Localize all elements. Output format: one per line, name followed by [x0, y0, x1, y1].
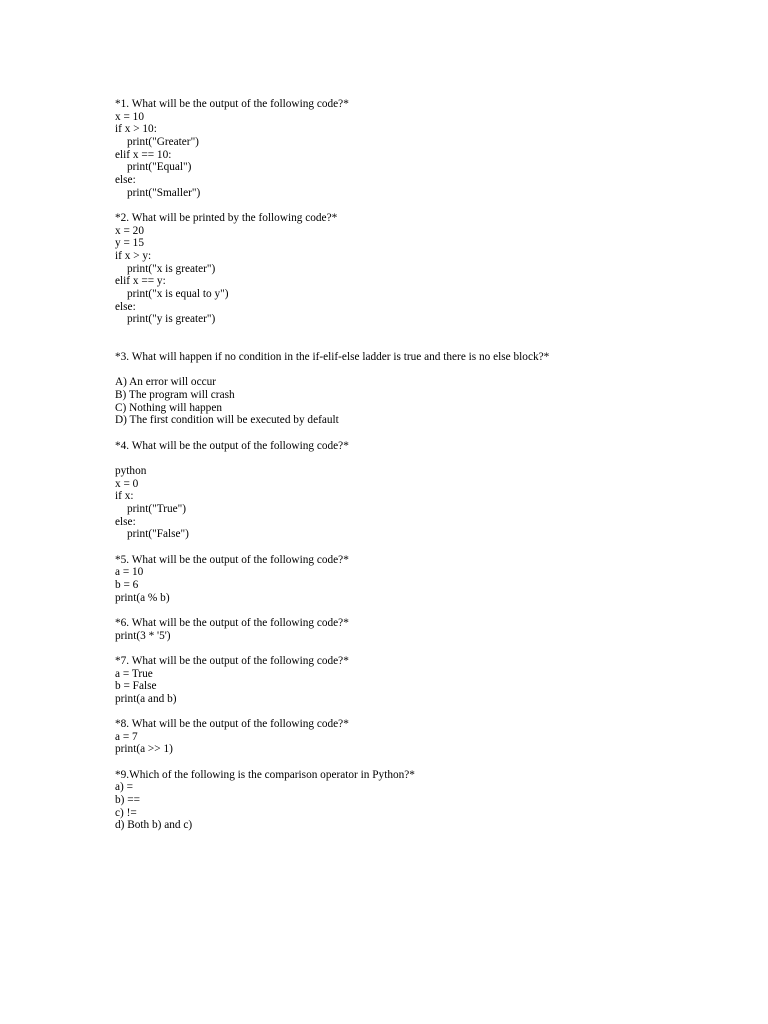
code-line: print("Greater") — [127, 135, 199, 148]
code-line: x = 0 — [115, 477, 139, 490]
code-line: print("True") — [127, 502, 187, 515]
code-line: x = 10 — [115, 110, 144, 123]
spacer — [115, 756, 715, 769]
question-prompt: *9.Which of the following is the comparison operator in Python?* — [115, 768, 415, 781]
code-line: else: — [115, 300, 136, 313]
code-line: x = 20 — [115, 224, 144, 237]
spacer — [115, 452, 715, 465]
answer-option: D) The first condition will be executed by default — [115, 414, 339, 427]
spacer — [115, 705, 715, 718]
code-line: print("y is greater") — [127, 313, 216, 326]
spacer — [115, 364, 715, 377]
code-line: print(3 * '5') — [115, 629, 171, 642]
code-line: elif x == 10: — [115, 148, 172, 161]
question-prompt: *8. What will be the output of the following code?* — [115, 718, 349, 731]
code-line: print("Equal") — [127, 161, 192, 174]
question-prompt: *7. What will be the output of the following code?* — [115, 654, 349, 667]
spacer — [115, 199, 715, 212]
question-prompt: *3. What will happen if no condition in the if-elif-else ladder is true and there is no else block?* — [115, 351, 550, 364]
answer-option: A) An error will occur — [115, 376, 217, 389]
code-line: print(a >> 1) — [115, 743, 173, 756]
question-3 — [115, 351, 715, 427]
question-7 — [115, 655, 715, 706]
answer-option: C) Nothing will happen — [115, 401, 222, 414]
answer-option: B) The program will crash — [115, 389, 235, 402]
code-line: b = False — [115, 680, 157, 693]
question-prompt: *4. What will be the output of the following code?* — [115, 439, 349, 452]
code-line: python — [115, 465, 147, 478]
code-line: print(a and b) — [115, 692, 177, 705]
code-line: if x > y: — [115, 249, 152, 262]
question-1 — [115, 98, 715, 199]
code-line: if x: — [115, 490, 134, 503]
code-line: else: — [115, 173, 136, 186]
question-prompt: *5. What will be the output of the following code?* — [115, 553, 349, 566]
answer-option: d) Both b) and c) — [115, 819, 193, 832]
code-line: y = 15 — [115, 237, 144, 250]
code-line: elif x == y: — [115, 275, 166, 288]
spacer — [115, 427, 715, 440]
question-5 — [115, 554, 715, 605]
spacer — [115, 541, 715, 554]
code-line: a = 7 — [115, 730, 138, 743]
code-line: print("False") — [127, 528, 189, 541]
answer-option: b) == — [115, 794, 140, 807]
code-line: print("Smaller") — [127, 186, 201, 199]
document-page — [115, 98, 715, 832]
spacer — [115, 326, 715, 351]
answer-option: a) = — [115, 781, 133, 794]
code-line: a = True — [115, 667, 153, 680]
code-line: b = 6 — [115, 578, 139, 591]
code-line: print("x is greater") — [127, 262, 216, 275]
code-line: a = 10 — [115, 566, 144, 579]
question-4 — [115, 440, 715, 541]
code-line: else: — [115, 515, 136, 528]
question-prompt: *6. What will be the output of the following code?* — [115, 616, 349, 629]
question-9 — [115, 769, 715, 832]
question-8 — [115, 718, 715, 756]
question-2 — [115, 212, 715, 326]
question-6 — [115, 617, 715, 642]
question-prompt: *2. What will be printed by the following code?* — [115, 211, 338, 224]
spacer — [115, 642, 715, 655]
code-line: print("x is equal to y") — [127, 287, 229, 300]
spacer — [115, 604, 715, 617]
code-line: print(a % b) — [115, 591, 170, 604]
question-prompt: *1. What will be the output of the following code?* — [115, 98, 349, 110]
code-line: if x > 10: — [115, 123, 157, 136]
answer-option: c) != — [115, 806, 137, 819]
